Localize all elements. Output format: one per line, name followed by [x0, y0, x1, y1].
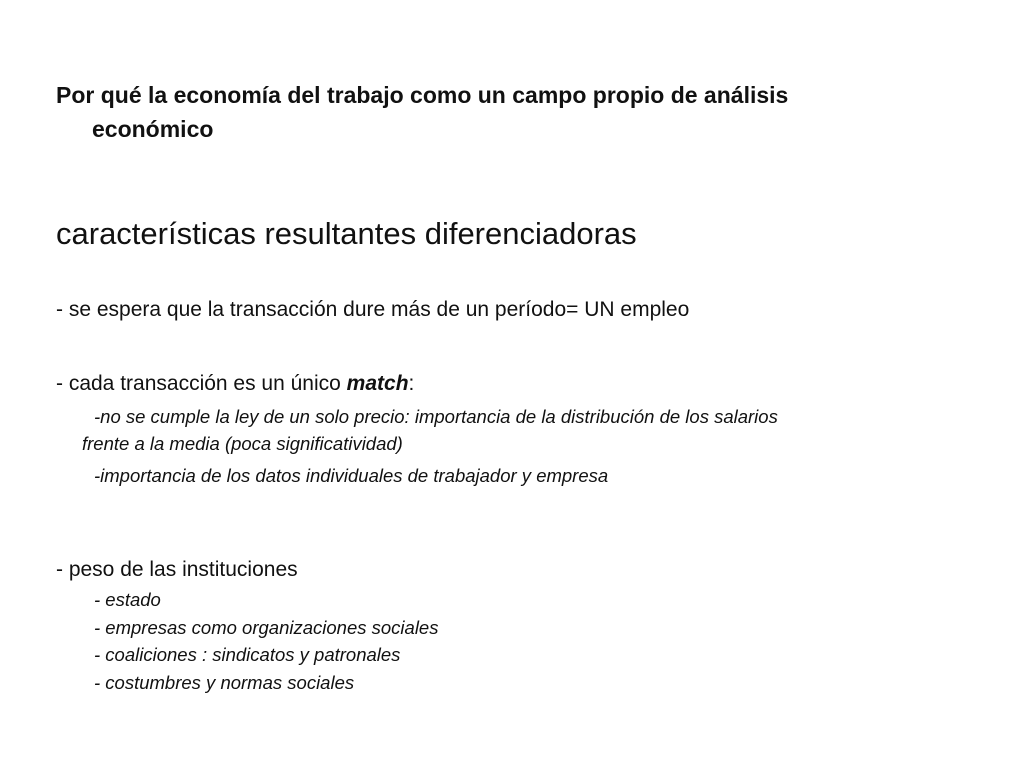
- sub-bullet-individual-data: -importancia de los datos individuales de trabajador y empresa: [94, 465, 609, 486]
- list-item: - empresas como organizaciones sociales: [94, 616, 439, 638]
- list-item: - coaliciones : sindicatos y patronales: [94, 644, 401, 665]
- slide-title-line2: económico: [92, 116, 214, 142]
- sub-bullet-one-price: [82, 403, 962, 457]
- institutions-list: [94, 586, 438, 696]
- bullet-unique-match: [56, 370, 414, 398]
- slide-subtitle: características resultantes diferenciadoras: [56, 216, 637, 251]
- bullet-unique-match-suffix: :: [408, 372, 415, 395]
- match-emphasis: match: [346, 372, 409, 395]
- bullet-institutions: - peso de las instituciones: [56, 558, 298, 581]
- list-item: - costumbres y normas sociales: [94, 671, 355, 693]
- list-item: - estado: [94, 589, 161, 610]
- slide-title: [56, 78, 996, 146]
- sub-bullet-one-price-line2: frente a la media (poca significatividad): [82, 433, 403, 454]
- bullet-unique-match-prefix: - cada transacción es un único: [56, 372, 347, 395]
- bullet-transaction-duration: - se espera que la transacción dure más de un período= UN empleo: [56, 298, 690, 321]
- sub-bullet-one-price-line1: -no se cumple la ley de un solo precio: importancia de la distribución de los salarios: [94, 406, 778, 427]
- slide-title-line1: Por qué la economía del trabajo como un campo propio de análisis: [56, 82, 789, 108]
